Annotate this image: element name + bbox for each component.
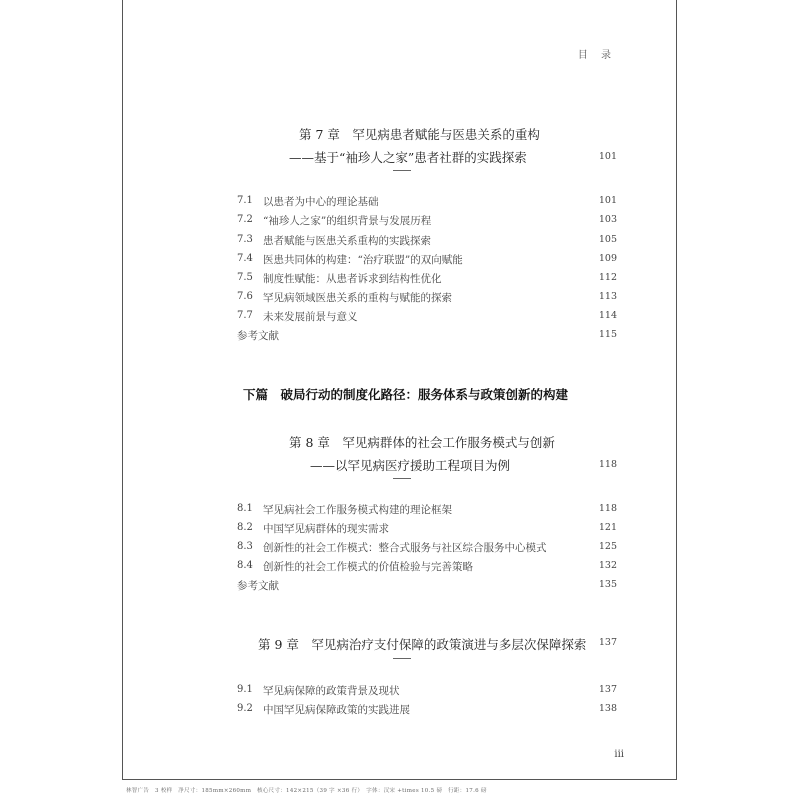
chapter-8-title: 第 8 章 罕见病群体的社会工作服务模式与创新 <box>289 435 555 450</box>
toc-page: 112 <box>598 272 617 283</box>
chapter-7-divider <box>393 170 411 171</box>
toc-entry: 制度性赋能：从患者诉求到结构性优化 <box>263 273 442 285</box>
chapter-7-subtitle: ——基于“袖珍人之家”患者社群的实践探索 <box>289 150 527 165</box>
toc-page: 103 <box>598 214 617 225</box>
toc-number: 8.3 <box>237 541 253 552</box>
toc-number: 7.5 <box>237 272 253 283</box>
toc-page: 121 <box>598 522 617 533</box>
toc-page: 105 <box>598 234 617 245</box>
toc-number: 7.4 <box>237 253 253 264</box>
toc-number: 8.1 <box>237 503 253 514</box>
toc-number: 7.2 <box>237 214 253 225</box>
chapter-9-divider <box>393 658 411 659</box>
toc-page: 109 <box>598 253 617 264</box>
chapter-9-title: 第 9 章 罕见病治疗支付保障的政策演进与多层次保障探索 <box>258 637 587 652</box>
toc-entry: 中国罕见病保障政策的实践进展 <box>263 704 410 716</box>
chapter-8-page: 118 <box>598 459 617 470</box>
toc-entry: 罕见病保障的政策背景及现状 <box>263 685 400 697</box>
references-page: 135 <box>598 579 617 590</box>
toc-number: 8.2 <box>237 522 253 533</box>
chapter-7-page: 101 <box>598 151 617 162</box>
toc-page: 114 <box>598 310 617 321</box>
toc-number: 7.3 <box>237 234 253 245</box>
toc-number: 7.6 <box>237 291 253 302</box>
toc-entry: 中国罕见病群体的现实需求 <box>263 523 389 535</box>
page-folio: iii <box>614 749 624 760</box>
references-label: 参考文献 <box>237 580 279 592</box>
references-label: 参考文献 <box>237 330 279 342</box>
book-page <box>122 0 677 780</box>
toc-page: 125 <box>598 541 617 552</box>
toc-entry: 患者赋能与医患关系重构的实践探索 <box>263 235 431 247</box>
toc-entry: 罕见病社会工作服务模式构建的理论框架 <box>263 504 452 516</box>
toc-entry: “袖珍人之家”的组织背景与发展历程 <box>263 215 432 227</box>
toc-entry: 未来发展前景与意义 <box>263 311 358 323</box>
toc-entry: 以患者为中心的理论基础 <box>263 196 379 208</box>
toc-number: 7.7 <box>237 310 253 321</box>
toc-page: 113 <box>598 291 617 302</box>
toc-entry: 罕见病领域医患关系的重构与赋能的探索 <box>263 292 452 304</box>
toc-entry: 创新性的社会工作模式的价值检验与完善策略 <box>263 561 473 573</box>
toc-page: 101 <box>598 195 617 206</box>
running-header: 目 录 <box>577 50 616 61</box>
toc-page: 132 <box>598 560 617 571</box>
toc-number: 8.4 <box>237 560 253 571</box>
toc-entry: 创新性的社会工作模式：整合式服务与社区综合服务中心模式 <box>263 542 547 554</box>
chapter-8-subtitle: ——以罕见病医疗援助工程项目为例 <box>310 458 511 473</box>
toc-page: 118 <box>598 503 617 514</box>
toc-page: 137 <box>598 684 617 695</box>
toc-page: 138 <box>598 703 617 714</box>
toc-entry: 医患共同体的构建：“治疗联盟”的双向赋能 <box>263 254 463 266</box>
part-heading: 下篇 破局行动的制度化路径：服务体系与政策创新的构建 <box>243 387 569 402</box>
chapter-9-page: 137 <box>598 637 617 648</box>
chapter-7-title: 第 7 章 罕见病患者赋能与医患关系的重构 <box>299 127 540 142</box>
toc-number: 9.2 <box>237 703 253 714</box>
toc-number: 9.1 <box>237 684 253 695</box>
toc-number: 7.1 <box>237 195 253 206</box>
chapter-8-divider <box>393 478 411 479</box>
references-page: 115 <box>598 329 617 340</box>
print-slug: 林智广告 3 校样 净尺寸：185mm×260mm 核心尺寸：142×215（39 字 ×36 行） 字体：汉宋 +times 10.5 磅 行距：17.6 磅 <box>126 788 487 794</box>
